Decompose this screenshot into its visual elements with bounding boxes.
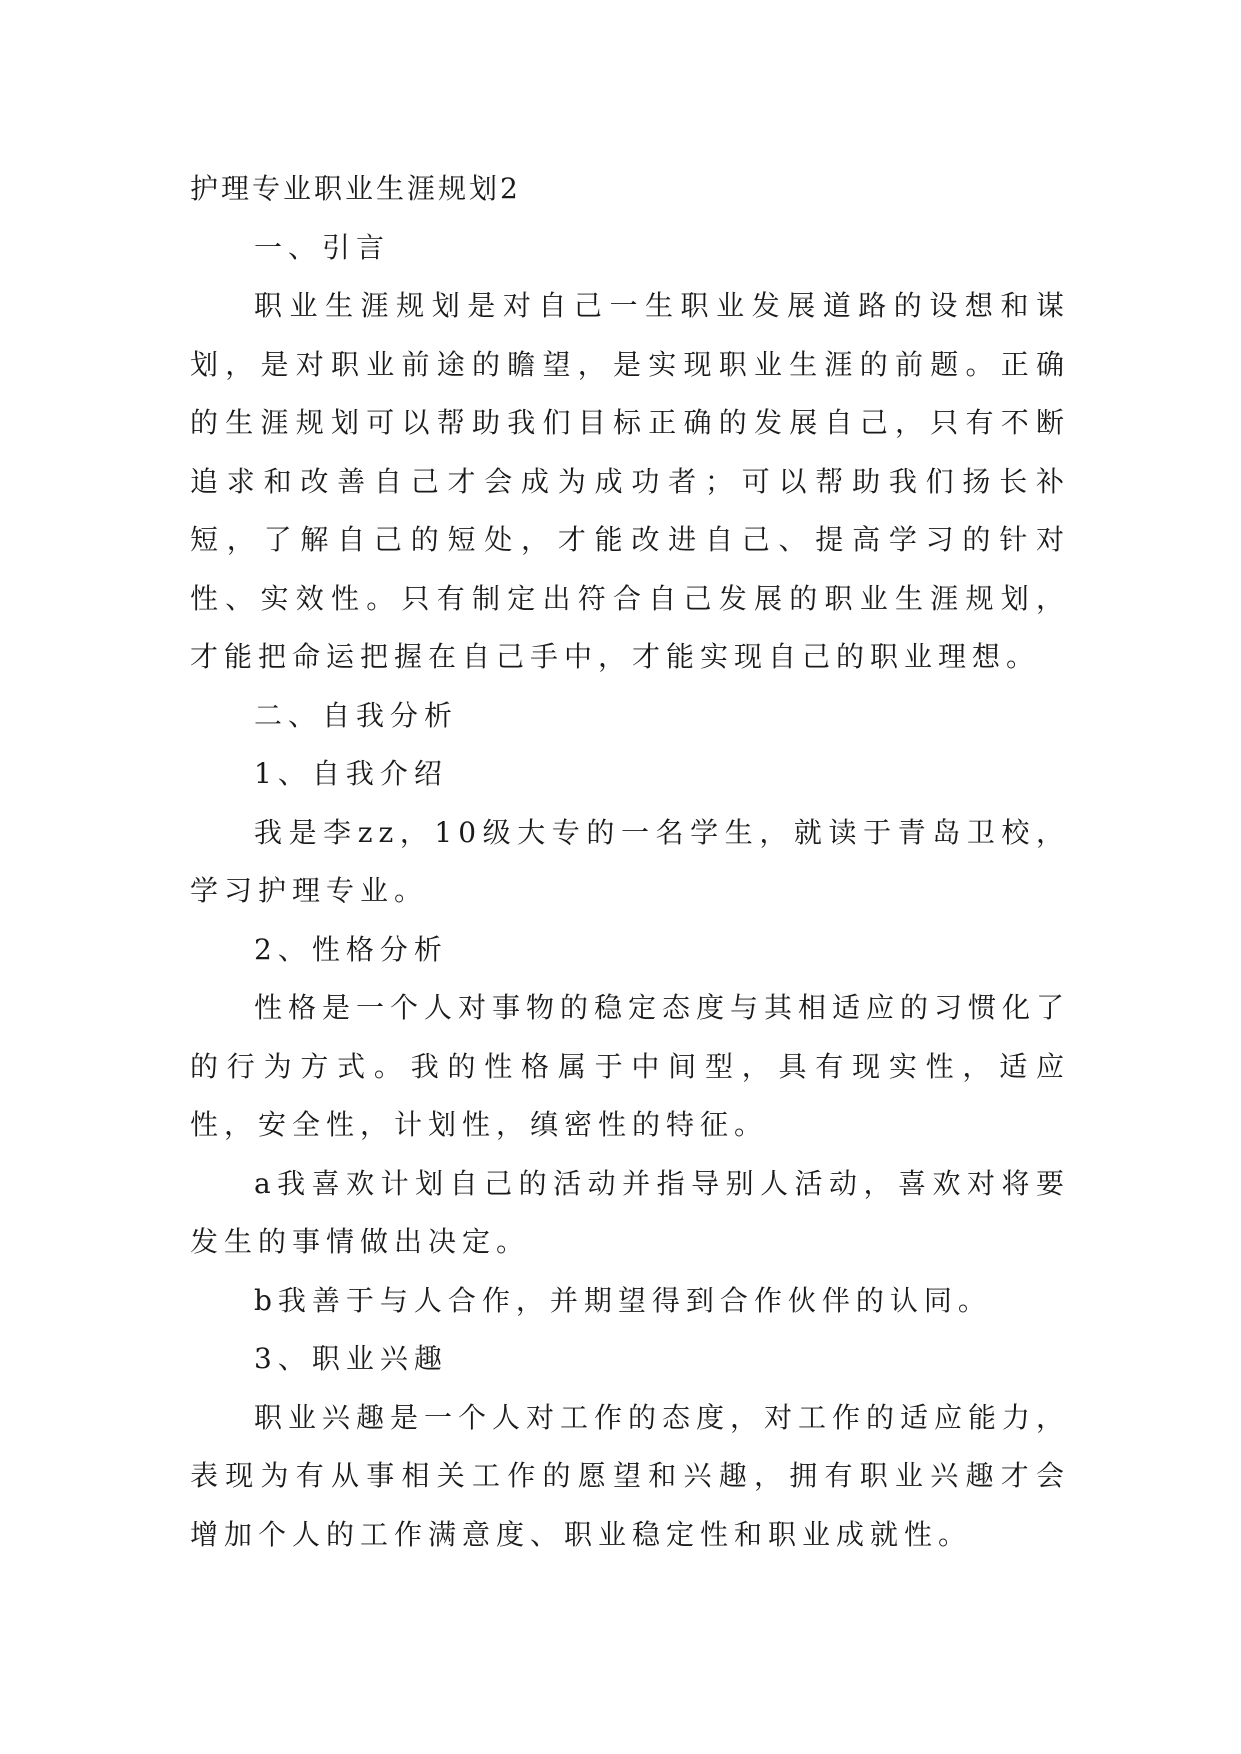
list-item-b: b我善于与人合作，并期望得到合作伙伴的认同。	[254, 1283, 992, 1317]
document-body	[190, 160, 1070, 1564]
paragraph-career-interest: 职业兴趣是一个人对工作的态度，对工作的适应能力，表现为有从事相关工作的愿望和兴趣，拥有职业兴趣才会增加个人的工作满意度、职业稳定性和职业成就性。	[190, 1400, 1071, 1551]
subheading-self-introduction: 1、自我介绍	[254, 757, 448, 790]
subheading-personality-analysis: 2、性格分析	[254, 932, 448, 966]
paragraph-personality-analysis: 性格是一个人对事物的稳定态度与其相适应的习惯化了的行为方式。我的性格属于中间型，具有现实性，适应性，安全性，计划性，缜密性的特征。	[190, 991, 1071, 1141]
list-item-a: a我喜欢计划自己的活动并指导别人活动，喜欢对将要发生的事情做出决定。	[190, 1166, 1070, 1258]
paragraph-introduction: 职业生涯规划是对自己一生职业发展道路的设想和谋划，是对职业前途的瞻望，是实现职业生涯的前题。正确的生涯规划可以帮助我们目标正确的发展自己，只有不断追求和改善自己才会成为成功者；可以帮助我们扬长补短，了解自己的短处，才能改进自己、提高学习的针对性、实效性。只有制定出符合自己发展的职业生涯规划，才能把命运把握在自己手中，才能实现自己的职业理想。	[190, 289, 1070, 673]
subheading-career-interest: 3、职业兴趣	[254, 1342, 448, 1375]
section-heading-introduction: 一、引言	[254, 230, 391, 264]
paragraph-self-introduction: 我是李zz，10级大专的一名学生，就读于青岛卫校，学习护理专业。	[190, 815, 1070, 907]
document-title: 护理专业职业生涯规划2	[190, 172, 521, 205]
section-heading-self-analysis: 二、自我分析	[254, 698, 459, 732]
